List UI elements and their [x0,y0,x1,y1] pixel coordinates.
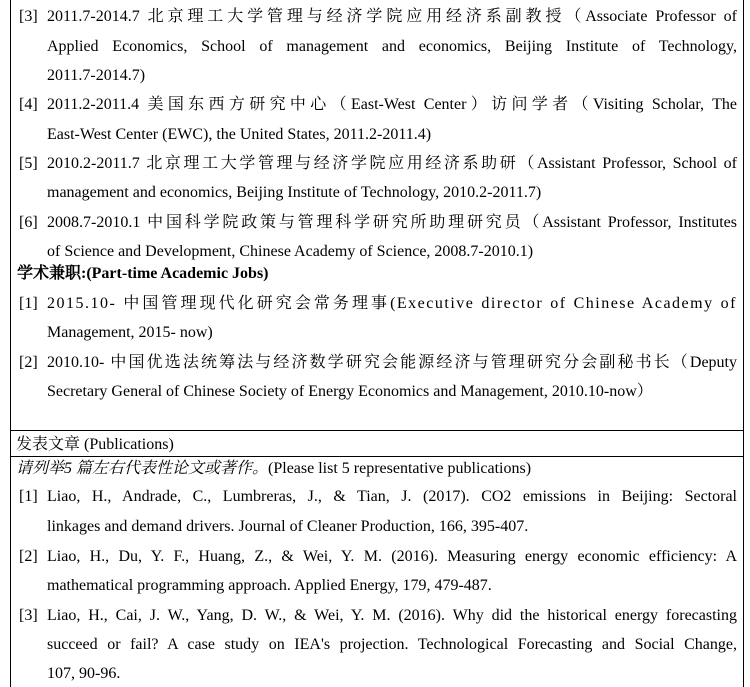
item-text-continued: East-West Center (EWC), the United States, 2011.2-2011.4) [47,126,432,143]
item-number: [4] [19,96,38,113]
item-number: [1] [19,488,38,505]
instruction-english: (Please list 5 representative publications) [268,460,532,477]
experience-item-4 [19,95,737,117]
publication-item-3 [19,606,737,628]
instruction-chinese: 请列举5 篇左右代表性论文或著作。 [16,460,269,477]
item-text-continued: of Science and Development, Chinese Academy of Science, 2008.7-2010.1) [47,243,534,260]
item-text-continued: Secretary General of Chinese Society of Energy Economics and Management, 2010.10-now） [47,383,653,400]
publications-instruction [16,459,531,481]
item-text: 2015.10- 中国管理现代化研究会常务理事(Executive director of Chinese Academy of [47,295,737,312]
item-text: Liao, H., Cai, J. W., Yang, D. W., & Wei, Y. M. (2016). Why did the historical energy forecasting [47,607,737,624]
title-divider [11,456,743,457]
item-text-continued: Applied Economics, School of management and economics, Beijing Institute of Technology, [47,38,737,55]
item-text: 2011.2-2011.4 美国东西方研究中心（East-West Center）访问学者（Visiting Scholar, The [47,96,737,113]
experience-item-5 [19,154,737,176]
item-number: [2] [19,354,38,371]
item-text: 2010.2-2011.7 北京理工大学管理与经济学院应用经济系助研（Assistant Professor, School of [47,155,737,172]
parttime-heading: 学术兼职:(Part-time Academic Jobs) [17,265,269,282]
item-text-continued: mathematical programming approach. Applied Energy, 179, 479-487. [47,577,492,594]
experience-item-6 [19,213,737,235]
item-number: [1] [19,295,38,312]
experience-item-3 [19,7,737,29]
item-text-continued: Management, 2015- now) [47,324,213,341]
publications-title: 发表文章 (Publications) [16,436,174,453]
item-text-continued: 2011.7-2014.7) [47,67,146,84]
item-text: Liao, H., Andrade, C., Lumbreras, J., & Tian, J. (2017). CO2 emissions in Beijing: Sectoral [47,488,737,505]
item-text: 2008.7-2010.1 中国科学院政策与管理科学研究所助理研究员（Assistant Professor, Institutes [47,214,737,231]
item-number: [3] [19,8,38,25]
experience-section [10,0,744,431]
item-text-continued: succeed or fail? A case study on IEA's projection. Technological Forecasting and Social Change, [47,636,737,653]
publication-item-2 [19,547,737,569]
item-text-continued: 107, 90-96. [47,665,121,682]
item-number: [3] [19,607,38,624]
item-number: [6] [19,214,38,231]
parttime-item-2 [19,353,737,375]
parttime-item-1 [19,294,737,316]
publication-item-1 [19,487,737,509]
item-number: [5] [19,155,38,172]
item-text: 2010.10- 中国优选法统筹法与经济数学研究会能源经济与管理研究分会副秘书长（Deputy [47,354,737,371]
publications-section [10,430,744,687]
item-number: [2] [19,548,38,565]
item-text: Liao, H., Du, Y. F., Huang, Z., & Wei, Y. M. (2016). Measuring energy economic efficiency: A [47,548,737,565]
item-text-continued: linkages and demand drivers. Journal of Cleaner Production, 166, 395-407. [47,518,529,535]
item-text: 2011.7-2014.7 北京理工大学管理与经济学院应用经济系副教授（Associate Professor of [47,8,737,25]
item-text-continued: management and economics, Beijing Institute of Technology, 2010.2-2011.7) [47,184,542,201]
